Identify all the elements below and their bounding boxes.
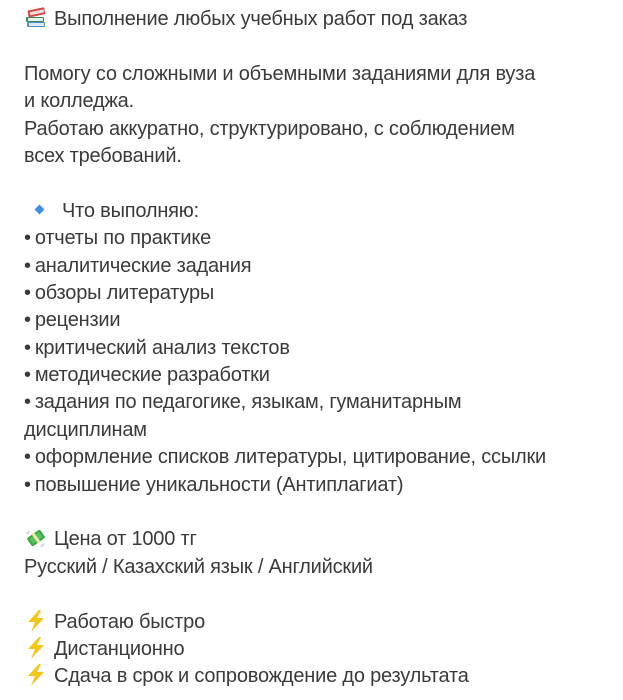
feature-item: Дистанционно [24,636,623,663]
service-item: • обзоры литературы [24,281,215,304]
service-item: • задания по педагогике, языкам, гуманитарным [24,391,462,414]
high-voltage-icon [24,637,48,659]
feature-item: Сдача в срок и сопровождение до результата [24,663,623,690]
high-voltage-icon [24,664,48,686]
money-with-wings-icon [24,527,48,549]
small-blue-diamond-icon [32,200,48,220]
books-icon [24,7,48,29]
services-heading-text: Что выполняю: [62,199,199,222]
intro-line: Работаю аккуратно, структурировано, с соблюдением [24,117,515,140]
title-line [24,6,623,33]
service-item: • повышение уникальности (Антиплагиат) [24,473,404,496]
service-item: • рецензии [24,309,121,332]
price-text: Цена от 1000 тг [54,528,197,551]
service-item: • методические разработки [24,364,270,387]
bullet-icon: • [24,281,31,304]
languages-line: Русский / Казахский язык / Английский [24,555,373,578]
service-item: • оформление списков литературы, цитирование, ссылки [24,446,546,469]
bullet-icon: • [24,473,31,496]
bullet-icon: • [24,227,31,250]
listing-description [24,6,623,691]
service-item-continuation: дисциплинам [24,418,147,441]
intro-line: Помогу со сложными и объемными заданиями для вуза [24,62,536,85]
service-item: • отчеты по практике [24,227,212,250]
bullet-icon: • [24,446,31,469]
spacer [24,33,623,60]
bullet-icon: • [24,364,31,387]
intro-line: всех требований. [24,144,182,167]
services-heading [24,198,623,225]
feature-item: Работаю быстро [24,609,623,636]
bullet-icon: • [24,309,31,332]
title-text: Выполнение любых учебных работ под заказ [54,8,468,30]
high-voltage-icon [24,610,48,632]
spacer [24,499,623,526]
spacer [24,170,623,197]
intro-line: и колледжа. [24,90,134,113]
spacer [24,581,623,608]
bullet-icon: • [24,254,31,277]
price-line [24,526,623,553]
bullet-icon: • [24,336,31,359]
service-item: • аналитические задания [24,254,252,277]
bullet-icon: • [24,391,31,414]
service-item: • критический анализ текстов [24,336,290,359]
